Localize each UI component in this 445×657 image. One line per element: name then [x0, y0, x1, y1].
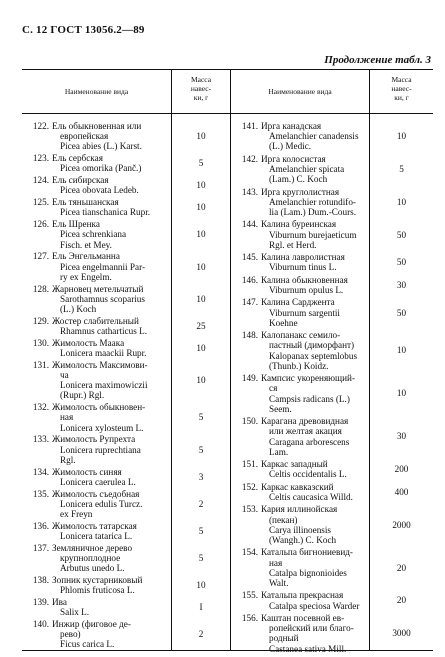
species-name-line: Каркас кавказский [261, 481, 334, 492]
sample-mass: 10 [396, 388, 407, 399]
species-name-line: Калина Сарджента [261, 297, 335, 308]
species-number: 138. [32, 575, 49, 585]
species-name-line: ропейский или благо- [269, 623, 354, 634]
sample-mass: 50 [396, 307, 407, 318]
species-name-line: Viburnum opulus L. [269, 284, 344, 295]
column-divider [171, 69, 172, 651]
species-name-line: Зопник кустарниковый [52, 575, 143, 585]
species-number: 152. [241, 481, 258, 492]
species-name-line: (L.) Koch [60, 303, 97, 314]
species-name-line: Lonicera edulis Turcz. [60, 498, 143, 509]
species-name-line: (Lam.) C. Koch [269, 174, 328, 185]
species-number: 131. [32, 359, 49, 370]
sample-mass: I [199, 602, 203, 613]
column-header-mass-line: навес- [391, 84, 412, 93]
species-name-line: Инжир (фиговое де- [52, 619, 131, 629]
sample-mass: 50 [396, 257, 407, 268]
table-header-rule [22, 113, 433, 114]
species-name-line: Ирга канадская [261, 121, 322, 131]
species-name-line: Калина обыкновенная [261, 274, 348, 285]
column-header-mass-right [370, 75, 433, 102]
sample-mass: 3 [198, 471, 204, 482]
species-name-line: крупноплодное [60, 552, 121, 563]
species-name-line: (пекан) [269, 514, 298, 525]
species-number: 134. [32, 466, 49, 477]
species-name-line: Lonicera caerulea L. [60, 476, 136, 487]
species-name-line: Picea engelmannii Par- [60, 261, 146, 272]
species-name-line: Lonicera maximowiczii [60, 380, 148, 391]
species-name-line: Жимолость синяя [52, 466, 122, 477]
species-number: 153. [241, 504, 258, 515]
sample-mass: 10 [396, 131, 407, 142]
species-name-line: Fisch. et Mey. [60, 239, 112, 250]
sample-mass: 25 [196, 320, 206, 331]
species-name-line: Amelanchier rotundifo- [269, 196, 356, 207]
sample-mass: 30 [396, 431, 407, 442]
species-name-line: Lonicera xylosteum L. [60, 422, 144, 433]
species-name-line: пастный (диморфант) [269, 340, 355, 351]
species-name-line: Rgl. et Herd. [269, 239, 317, 250]
species-number: 149. [241, 373, 258, 384]
sample-mass: 5 [198, 525, 204, 536]
species-number: 137. [32, 542, 49, 553]
column-header-mass-line: ки, г [193, 93, 209, 102]
species-number: 144. [241, 219, 258, 230]
column-header-mass-line: навес- [190, 84, 212, 93]
species-name-line: Ficus carica L. [60, 639, 115, 650]
species-number: 145. [241, 252, 258, 263]
column-header-mass-line: ки, г [394, 93, 409, 102]
species-name-line: Picea tianschanica Rupr. [60, 207, 151, 218]
species-name-line: Campsis radicans (L.) [269, 393, 350, 404]
species-name-line: Picea omorika (Panč.) [60, 163, 142, 174]
sample-mass: 10 [196, 261, 206, 272]
species-number: 122. [32, 121, 49, 131]
species-name-line: Жостер слабительный [52, 315, 139, 326]
species-table [22, 69, 433, 654]
species-name-line: Caragana arborescens [269, 436, 350, 447]
species-number: 127. [32, 251, 49, 262]
species-name-line: Viburnum burejaeticum [269, 229, 357, 240]
species-name-line: Каркас западный [261, 459, 328, 470]
sample-mass: 30 [396, 279, 407, 290]
species-name-line: Калина буреинская [261, 219, 337, 230]
sample-mass: 10 [196, 202, 206, 213]
species-number: 147. [241, 297, 258, 308]
species-name-line: Castanea sativa Mill. [269, 643, 347, 654]
species-name-line: Picea abies (L.) Karst. [60, 141, 142, 152]
species-name-line: Amelanchier spicata [269, 163, 345, 174]
species-name-line: (Thunb.) Koidz. [269, 360, 329, 371]
sample-mass: 5 [198, 158, 204, 169]
species-name-line: ная [269, 557, 283, 568]
species-name-line: Жимолость обыкновен- [52, 402, 146, 413]
species-name-line: Carya illinoensis [269, 524, 332, 535]
species-name-line: (Rupr.) Rgl. [60, 390, 105, 401]
species-name-line: ная [60, 412, 74, 423]
species-name-line: Катальпа прекрасная [261, 590, 344, 601]
species-name-line: Ель Шренка [52, 219, 100, 230]
species-name-line: Catalpa bignonioides [269, 567, 347, 578]
species-name-line: Ива [52, 597, 67, 607]
species-number: 133. [32, 434, 49, 445]
species-name-line: или желтая акация [269, 426, 342, 437]
species-name-line: Seem. [269, 403, 292, 414]
species-number: 151. [241, 459, 258, 470]
species-name-line: Калопанакс семило- [261, 330, 341, 341]
species-name-line: Sarothamnus scoparius [60, 293, 145, 304]
species-name-line: Ель сибирская [52, 175, 109, 186]
sample-mass: 10 [196, 131, 206, 142]
species-name-line: Lam. [269, 446, 289, 457]
species-name-line: lia (Lam.) Dum.-Cours. [269, 206, 357, 217]
column-header-mass-left [172, 75, 230, 102]
species-name-line: Lonicera ruprechtiana [60, 444, 141, 455]
column-header-name-right: Наименование вида [268, 87, 332, 96]
table-top-rule [22, 69, 433, 70]
species-number: 141. [241, 121, 258, 131]
species-name-line: Ирга колосистая [261, 153, 326, 164]
species-name-line: (Wangh.) C. Koch [269, 534, 337, 545]
species-number: 136. [32, 520, 49, 531]
species-name-line: Catalpa speciosa Warder [269, 600, 360, 611]
species-name-line: Ирга круглолистная [261, 186, 340, 197]
species-number: 155. [241, 590, 258, 601]
species-name-line: Rhamnus catharticus L. [60, 325, 148, 336]
species-name-line: ry ex Engelm. [60, 271, 112, 282]
sample-mass: 20 [396, 562, 407, 573]
species-number: 130. [32, 337, 49, 348]
sample-mass: 10 [196, 580, 206, 591]
column-header-mass-line: Масса [391, 75, 412, 84]
species-number: 154. [241, 547, 258, 558]
species-number: 132. [32, 402, 49, 413]
column-header-mass-line: Масса [190, 75, 212, 84]
sample-mass: 10 [196, 375, 206, 386]
sample-mass: 200 [394, 464, 409, 475]
species-name-line: Жимолость Маака [52, 337, 125, 348]
species-number: 128. [32, 283, 49, 294]
species-name-line: Кария иллинойская [261, 504, 338, 515]
species-name-line: Жимолость Максимови- [52, 359, 148, 370]
species-number: 146. [241, 274, 258, 285]
species-name-line: Кампсис укореняющий- [261, 373, 356, 384]
sample-mass: 50 [396, 229, 407, 240]
sample-mass: 10 [396, 345, 407, 356]
species-number: 142. [241, 153, 258, 164]
sample-mass: 5 [399, 163, 404, 174]
species-name-line: ся [269, 383, 278, 394]
species-name-line: Viburnum sargentii [269, 307, 340, 318]
sample-mass: 10 [196, 229, 206, 240]
species-name-line: рево) [60, 629, 81, 640]
species-name-line: Walt. [269, 577, 289, 588]
species-name-line: Viburnum tinus L. [269, 262, 337, 273]
species-name-line: Жимолость татарская [52, 520, 137, 531]
species-name-line: Celtis occidentalis L. [269, 469, 347, 480]
species-name-line: родный [269, 633, 299, 644]
species-name-line: Ель обыкновенная или [52, 121, 142, 131]
species-name-line: Picea schrenkiana [60, 229, 127, 240]
species-number: 126. [32, 219, 49, 230]
species-name-line: Жимолость съедобная [52, 488, 140, 499]
species-name-line: Каштан посевной ев- [261, 613, 345, 623]
sample-mass: 10 [196, 293, 206, 304]
table-bottom-rule [22, 650, 433, 651]
species-name-line: Земляничное дерево [52, 542, 133, 553]
species-name-line: Жимолость Рупрехта [52, 434, 136, 445]
species-name-line: Жарновец метельчатый [52, 283, 144, 294]
sample-mass: 10 [196, 342, 206, 353]
sample-mass: 10 [196, 180, 206, 191]
species-name-line: Карагана древовидная [261, 416, 349, 427]
species-name-line: Phlomis fruticosa L. [60, 585, 135, 596]
species-name-line: Калина лавролистная [261, 252, 345, 263]
species-name-line: Kalopanax septemlobus [269, 350, 358, 361]
species-name-line: Rgl. [60, 454, 76, 465]
sample-mass: 20 [396, 595, 407, 606]
species-number: 140. [32, 619, 49, 629]
species-number: 123. [32, 153, 49, 164]
species-number: 124. [32, 175, 49, 186]
species-number: 143. [241, 186, 258, 197]
species-name-line: ча [60, 369, 69, 380]
species-name-line: Salix L. [60, 607, 90, 618]
species-number: 125. [32, 197, 49, 208]
species-number: 129. [32, 315, 49, 326]
sample-mass: 2000 [392, 519, 411, 530]
species-number: 139. [32, 597, 49, 607]
species-number: 156. [241, 613, 258, 623]
sample-mass: 10 [396, 196, 407, 207]
table-continuation-label: Продолжение табл. 3 [324, 54, 431, 66]
species-name-line: Picea obovata Ledeb. [60, 185, 139, 196]
species-name-line: Koehne [269, 317, 298, 328]
species-name-line: Ель сербская [52, 153, 103, 164]
species-name-line: Lonicera maackii Rupr. [60, 347, 147, 358]
sample-mass: 2 [198, 629, 204, 640]
sample-mass: 400 [394, 486, 409, 497]
page-header: С. 12 ГОСТ 13056.2—89 [22, 24, 145, 36]
species-name-line: Катальпа бигнониевид- [261, 547, 353, 558]
species-name-line: Ель Энгельманна [52, 251, 120, 262]
sample-mass: 2 [198, 498, 204, 509]
species-name-line: Celtis caucasica Willd. [269, 491, 353, 502]
species-name-line: Amelanchier canadensis [269, 131, 359, 142]
species-number: 150. [241, 416, 258, 427]
species-name-line: Arbutus unedo L. [60, 563, 125, 574]
sample-mass: 5 [198, 444, 204, 455]
species-number: 135. [32, 488, 49, 499]
column-header-name-left: Наименование вида [64, 87, 129, 96]
species-name-line: (L.) Medic. [269, 141, 312, 152]
sample-mass: 5 [198, 552, 204, 563]
species-number: 148. [241, 330, 258, 341]
species-name-line: ex Freyn [60, 508, 93, 519]
sample-mass: 5 [198, 412, 204, 423]
species-name-line: Ель тяньшанская [52, 197, 119, 208]
species-name-line: европейская [60, 131, 109, 142]
species-name-line: Lonicera tatarica L. [60, 530, 133, 541]
sample-mass: 3000 [392, 628, 411, 639]
